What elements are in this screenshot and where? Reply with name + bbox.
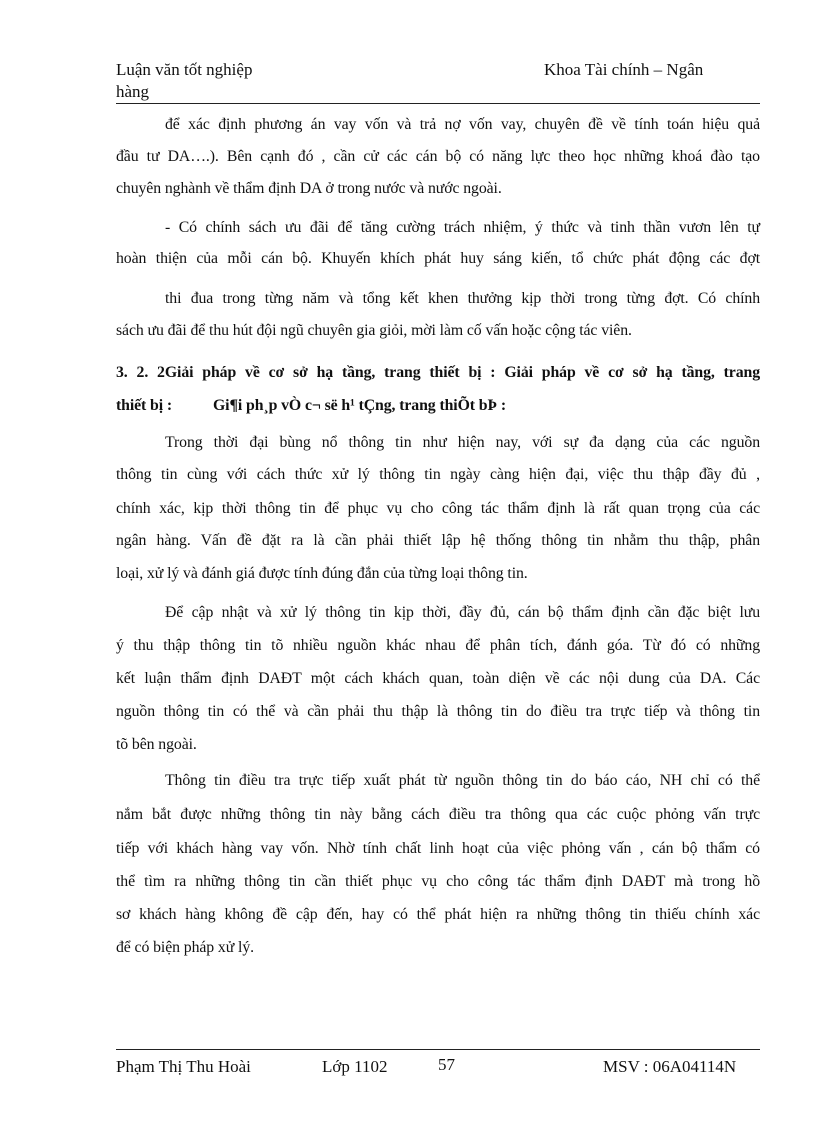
page-number: 57 xyxy=(438,1055,455,1074)
body-line: thông tin cùng với cách thức xử lý thông tin ngày càng hiện đại, việc thu thập đầy đủ , xyxy=(116,466,760,483)
header-title: Luận văn tốt nghiệp xyxy=(116,60,253,79)
footer-student-id: MSV : 06A04114N xyxy=(603,1057,737,1076)
body-line: sách ưu đãi để thu hút đội ngũ chuyên gia giỏi, mời làm cố vấn hoặc cộng tác viên. xyxy=(116,322,632,339)
header-title-continued: hàng xyxy=(116,82,150,101)
body-line: kết luận thẩm định DAĐT một cách khách quan, toàn diện về các nội dung của DA. Các xyxy=(116,670,760,687)
body-line: nắm bắt được những thông tin này bằng cách điều tra thông qua các cuộc phỏng vấn trực xyxy=(116,806,760,823)
section-heading: 3. 2. 2Giải pháp về cơ sở hạ tầng, trang thiết bị : Giải pháp về cơ sở hạ tầng, trang xyxy=(116,364,760,381)
header-faculty: Khoa Tài chính – Ngân xyxy=(544,60,704,79)
body-line: Trong thời đại bùng nổ thông tin như hiện nay, với sự đa dạng của các nguồn xyxy=(165,434,760,451)
body-line: chính xác, kịp thời thông tin để phục vụ cho công tác thẩm định là rất quan trọng của các xyxy=(116,500,760,517)
body-line: sơ khách hàng không đề cập đến, hay có thể phát hiện ra những thông tin thiếu chính xác xyxy=(116,906,760,923)
body-line: nguồn thông tin có thể và cần phải thu thập là thông tin do điều tra trực tiếp và thông tin xyxy=(116,703,760,720)
body-line: hoàn thiện của mỗi cán bộ. Khuyến khích phát huy sáng kiến, tổ chức phát động các đợt xyxy=(116,250,760,267)
body-line: - Có chính sách ưu đãi để tăng cường trách nhiệm, ý thức và tinh thần vươn lên tự xyxy=(165,219,760,236)
body-line: ngân hàng. Vấn đề đặt ra là cần phải thiết lập hệ thống thông tin nhằm thu thập, phân xyxy=(116,532,760,549)
body-line: tõ bên ngoài. xyxy=(116,736,197,753)
body-line: để xác định phương án vay vốn và trả nợ vốn vay, chuyên đề về tính toán hiệu quả xyxy=(165,116,760,133)
body-line: thi đua trong từng năm và tổng kết khen thưởng kịp thời trong từng đợt. Có chính xyxy=(165,290,760,307)
body-line: ý thu thập thông tin tõ nhiều nguồn khác nhau để phân tích, đánh góa. Từ đó có những xyxy=(116,637,760,654)
body-line: thể tìm ra những thông tin cần thiết phục vụ cho công tác thẩm định DAĐT mà trong hồ xyxy=(116,873,760,890)
body-line: loại, xử lý và đánh giá được tính đúng đắn của từng loại thông tin. xyxy=(116,565,528,582)
body-line: để có biện pháp xử lý. xyxy=(116,939,254,956)
footer-class: Lớp 1102 xyxy=(322,1057,388,1076)
section-heading-garbled: Gi¶i ph¸p vÒ c¬ së h¹ tÇng, trang thiÕt bÞ : xyxy=(213,397,507,414)
footer-author: Phạm Thị Thu Hoài xyxy=(116,1057,251,1076)
body-line: đầu tư DA….). Bên cạnh đó , cần cử các cán bộ có năng lực theo học những khoá đào tạo xyxy=(116,148,760,165)
body-line: tiếp với khách hàng vay vốn. Nhờ tính chất linh hoạt của việc phỏng vấn , cán bộ thẩm có xyxy=(116,840,760,857)
header-rule xyxy=(116,103,760,104)
section-heading-continued: thiết bị : xyxy=(116,397,173,414)
footer-rule xyxy=(116,1049,760,1050)
body-line: Thông tin điều tra trực tiếp xuất phát từ nguồn thông tin do báo cáo, NH chỉ có thể xyxy=(165,772,760,789)
body-line: chuyên nghành về thẩm định DA ở trong nước và nước ngoài. xyxy=(116,180,502,197)
body-line: Để cập nhật và xử lý thông tin kịp thời, đầy đủ, cán bộ thẩm định cần đặc biệt lưu xyxy=(165,604,760,621)
